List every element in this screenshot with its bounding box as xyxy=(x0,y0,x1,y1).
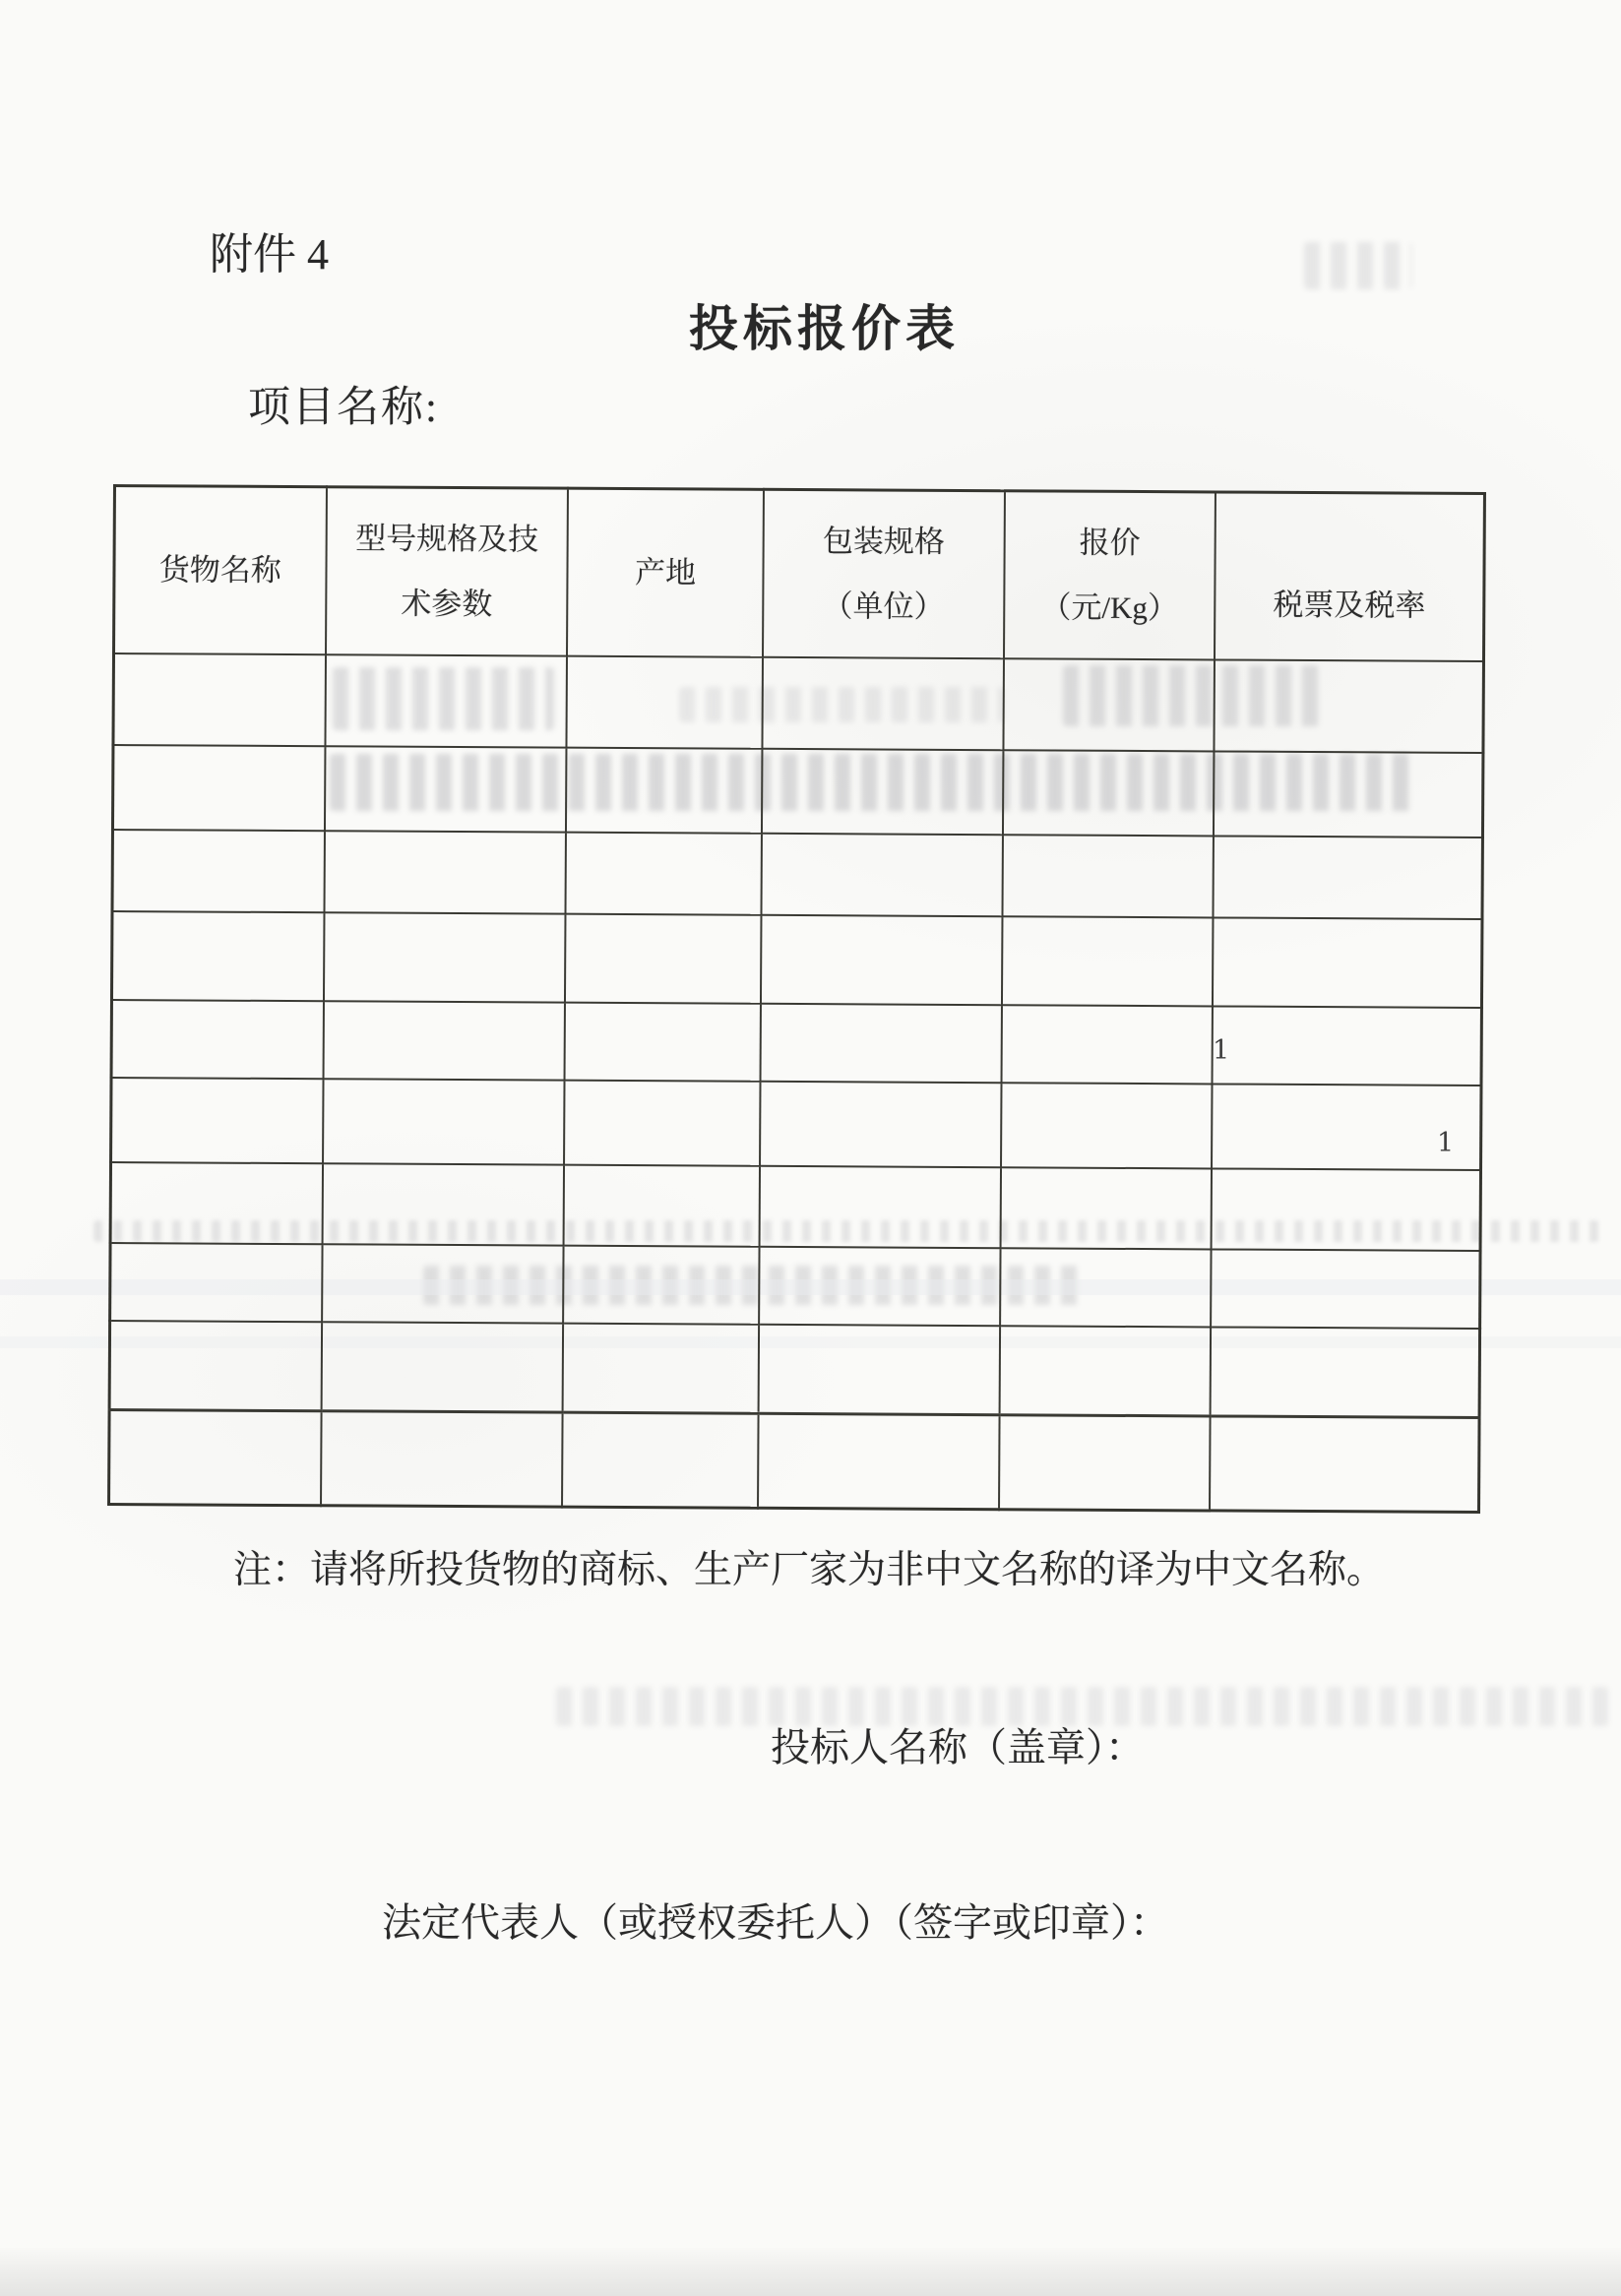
table-cell-empty xyxy=(563,1323,759,1413)
table-row xyxy=(109,1409,1480,1512)
table-cell-empty xyxy=(760,1003,1001,1082)
table-cell-empty xyxy=(1211,1249,1480,1329)
header-label: 税票及税率 xyxy=(1273,588,1426,623)
table-cell-empty xyxy=(110,1242,323,1321)
price-table-body xyxy=(109,653,1484,1513)
table-cell-empty xyxy=(565,1002,761,1081)
attachment-label: 附件 4 xyxy=(210,230,329,279)
table-cell-empty xyxy=(565,913,761,1003)
scan-edge-shadow xyxy=(0,2248,1621,2296)
table-cell-empty xyxy=(323,1001,565,1080)
header-label: 货物名称 xyxy=(158,552,281,588)
header-label: 产地 xyxy=(634,554,697,590)
header-label-line: 报价 xyxy=(1079,525,1141,560)
table-cell-empty xyxy=(110,1161,323,1243)
table-row xyxy=(113,653,1484,753)
bid-price-table-wrapper xyxy=(107,484,1486,1514)
table-row xyxy=(111,911,1481,1008)
table-cell-empty xyxy=(324,831,566,913)
table-cell-empty xyxy=(322,1163,564,1245)
stray-mark: 1 xyxy=(1437,1128,1455,1158)
table-row xyxy=(111,999,1481,1085)
project-name-label: 项目名称: xyxy=(248,385,439,431)
table-cell-empty xyxy=(112,830,325,912)
bidder-seal-label: 投标人名称（盖章）： xyxy=(771,1725,1145,1769)
table-cell-empty xyxy=(1213,1006,1482,1086)
table-cell-empty xyxy=(758,1324,999,1414)
table-cell-empty xyxy=(109,1320,322,1410)
table-cell-empty xyxy=(321,1322,563,1412)
table-cell-empty xyxy=(999,1326,1211,1416)
table-row xyxy=(110,1242,1480,1328)
table-cell-empty xyxy=(1211,1327,1480,1418)
stray-mark: 1 xyxy=(1213,1035,1230,1066)
table-cell-empty xyxy=(1000,1167,1212,1249)
table-cell-empty xyxy=(566,832,762,914)
table-cell-empty xyxy=(1215,659,1484,753)
table-cell-empty xyxy=(323,1079,565,1164)
table-cell-empty xyxy=(759,1246,1000,1325)
header-label-line: 包装规格 xyxy=(822,523,945,559)
header-cell-price xyxy=(1004,491,1216,659)
table-cell-empty xyxy=(111,999,324,1078)
table-cell-empty xyxy=(758,1413,999,1509)
legal-representative-label: 法定代表人（或授权委托人）（签字或印章）： xyxy=(382,1900,1169,1945)
table-cell-empty xyxy=(760,1081,1001,1166)
bid-price-table xyxy=(107,484,1486,1514)
header-label-line: 型号规格及技 xyxy=(355,521,539,557)
header-label-line: （单位） xyxy=(822,588,945,624)
table-cell-empty xyxy=(562,1412,758,1508)
header-label-line: （元/Kg） xyxy=(1040,590,1179,625)
table-cell-empty xyxy=(762,748,1003,834)
header-cell-model-spec xyxy=(326,487,569,655)
header-cell-packaging xyxy=(763,489,1005,657)
table-cell-empty xyxy=(759,1165,1000,1247)
table-cell-empty xyxy=(325,746,567,832)
table-cell-empty xyxy=(321,1411,563,1507)
table-cell-empty xyxy=(109,1409,322,1505)
table-cell-empty xyxy=(111,911,324,1001)
table-cell-empty xyxy=(1002,916,1214,1006)
table-row xyxy=(111,1077,1481,1169)
header-cell-origin xyxy=(567,488,764,656)
table-cell-empty xyxy=(1002,835,1214,917)
table-cell-empty xyxy=(1214,836,1483,919)
table-cell-empty xyxy=(1213,917,1482,1008)
table-cell-empty xyxy=(1210,1416,1479,1513)
header-cell-tax xyxy=(1215,492,1484,661)
table-cell-empty xyxy=(762,656,1003,749)
table-cell-empty xyxy=(322,1244,564,1323)
header-label-line: 术参数 xyxy=(401,586,493,621)
table-cell-empty xyxy=(1001,1005,1213,1084)
bid-price-table-header xyxy=(114,486,1485,661)
table-cell-empty xyxy=(566,747,762,833)
table-row xyxy=(112,830,1482,919)
table-cell-empty xyxy=(1214,751,1483,838)
table-cell-empty xyxy=(113,653,326,746)
table-cell-empty xyxy=(324,912,566,1002)
scan-ghost-artifact xyxy=(1304,242,1412,289)
table-cell-empty xyxy=(1212,1168,1481,1251)
note-text: 注：请将所投货物的商标、生产厂家为非中文名称的译为中文名称。 xyxy=(233,1549,1386,1591)
table-cell-empty xyxy=(1001,1083,1213,1168)
table-cell-empty xyxy=(564,1164,760,1246)
table-cell-empty xyxy=(564,1080,760,1165)
table-row xyxy=(112,745,1482,838)
table-cell-empty xyxy=(567,655,763,748)
table-cell-empty xyxy=(1000,1248,1212,1327)
table-cell-empty xyxy=(112,745,325,831)
header-cell-goods-name xyxy=(114,486,327,654)
table-row xyxy=(109,1320,1480,1417)
table-cell-empty xyxy=(563,1245,759,1324)
table-cell-empty xyxy=(999,1415,1211,1511)
table-cell-empty xyxy=(761,833,1002,915)
table-cell-empty xyxy=(1003,658,1215,751)
page-title: 投标报价表 xyxy=(689,301,960,356)
table-cell-empty xyxy=(761,914,1002,1004)
table-cell-empty xyxy=(111,1077,324,1162)
table-cell-empty xyxy=(325,654,567,747)
table-row xyxy=(110,1161,1480,1250)
table-cell-empty xyxy=(1003,750,1215,836)
header-row xyxy=(114,486,1485,661)
